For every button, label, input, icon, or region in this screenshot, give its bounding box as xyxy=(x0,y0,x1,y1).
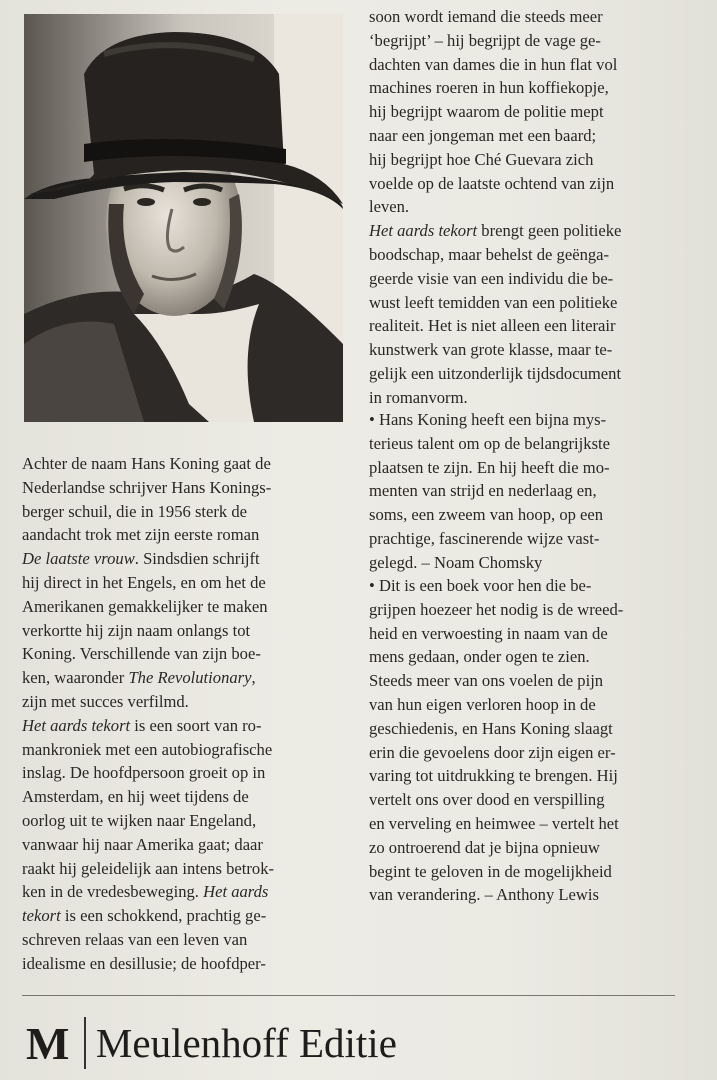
text-line: kunstwerk van grote klasse, maar te- xyxy=(369,340,613,360)
text-line: Achter de naam Hans Koning gaat de xyxy=(22,454,271,473)
text-line: geschiedenis, en Hans Koning slaagt xyxy=(369,718,613,738)
text-line: hij direct in het Engels, en om het de xyxy=(22,572,266,592)
text-line: gelegd. – Noam Chomsky xyxy=(369,552,543,572)
text-line: prachtige, fascinerende wijze vast- xyxy=(369,528,600,548)
text-line xyxy=(22,714,274,738)
text-line xyxy=(369,219,621,243)
text-line: gelijk een uitzonderlijk tijdsdocument xyxy=(369,363,622,383)
text-span: ken, waaronder xyxy=(22,668,129,688)
text-line: zo ontroerend dat je bijna opnieuw xyxy=(369,837,600,857)
quote-chomsky xyxy=(369,408,610,575)
text-line: oorlog uit te wijken naar Engeland, xyxy=(22,810,257,830)
text-line: berger schuil, die in 1956 sterk de xyxy=(22,501,248,521)
text-line: hij begrijpt hoe Ché Guevara zich xyxy=(369,149,594,169)
book-title-italic: tekort xyxy=(22,906,61,926)
text-line: mens gedaan, onder ogen te zien. xyxy=(369,647,590,667)
text-span: brengt geen politieke xyxy=(477,221,622,241)
book-title-italic: De laatste vrouw xyxy=(22,549,135,569)
text-line: in romanvorm. xyxy=(369,387,468,407)
text-line: Nederlandse schrijver Hans Konings- xyxy=(22,477,272,497)
text-line: zijn met succes verfilmd. xyxy=(22,691,189,711)
text-line: verkortte hij zijn naam onlangs tot xyxy=(22,620,251,640)
text-line: realiteit. Het is niet alleen een literair xyxy=(369,316,616,336)
text-line: en verveling en heimwee – vertelt het xyxy=(369,813,619,833)
text-line xyxy=(22,880,274,904)
book-title-italic: Het aards tekort xyxy=(22,715,131,735)
text-line: inslag. De hoofdpersoon groeit op in xyxy=(22,763,266,783)
text-line: ‘begrijpt’ – hij begrijpt de vage ge- xyxy=(369,30,601,50)
book-title-italic: Het aards xyxy=(203,882,269,902)
text-span: . Sindsdien schrijft xyxy=(134,549,260,569)
text-line xyxy=(22,547,274,571)
text-line: • Dit is een boek voor hen die be- xyxy=(369,576,592,595)
text-line xyxy=(22,666,274,690)
publisher-name: Meulenhoff Editie xyxy=(95,1020,397,1066)
text-line: • Hans Koning heeft een bijna mys- xyxy=(369,410,607,429)
text-line: grijpen hoezeer het nodig is de wreed- xyxy=(369,599,624,619)
text-line: vertelt ons over dood en verspilling xyxy=(369,790,605,810)
book-title-italic: The Revolutionary xyxy=(128,668,252,688)
publisher-logo-letter: M xyxy=(26,1017,71,1069)
quote-lewis xyxy=(369,574,623,907)
text-line: Koning. Verschillende van zijn boe- xyxy=(22,644,261,664)
text-line: dachten van dames die in hun flat vol xyxy=(369,54,618,74)
text-line: leven. xyxy=(369,197,410,217)
logo-divider xyxy=(84,1017,86,1069)
text-line: aandacht trok met zijn eerste roman xyxy=(22,525,260,545)
right-column-description xyxy=(369,5,621,410)
text-line: idealisme en desillusie; de hoofdper- xyxy=(22,953,266,973)
author-portrait-photo xyxy=(24,14,343,422)
text-line: soms, een zweem van hoop, op een xyxy=(369,505,604,525)
text-line: erin die gevoelens door zijn eigen er- xyxy=(369,742,616,762)
text-line xyxy=(22,904,274,928)
text-line: van verandering. – Anthony Lewis xyxy=(369,885,599,905)
text-line: Amerikanen gemakkelijker te maken xyxy=(22,596,268,616)
text-line: naar een jongeman met een baard; xyxy=(369,125,597,145)
text-span: is een schokkend, prachtig ge- xyxy=(60,906,267,926)
text-span: is een soort van ro- xyxy=(130,715,262,735)
text-line: heid en verwoesting in naam van de xyxy=(369,623,608,643)
text-line: hij begrijpt waarom de politie mept xyxy=(369,102,604,122)
text-line: menten van strijd en nederlaag en, xyxy=(369,481,597,501)
text-line: terieus talent om op de belangrijkste xyxy=(369,433,610,453)
text-line: mankroniek met een autobiografische xyxy=(22,739,273,759)
text-line: varing tot uitdrukking te brengen. Hij xyxy=(369,766,618,786)
text-line: plaatsen te zijn. En hij heeft die mo- xyxy=(369,457,610,477)
text-line: van hun eigen verloren hoop in de xyxy=(369,694,596,714)
text-line: schreven relaas van een leven van xyxy=(22,929,248,949)
book-title-italic: Het aards tekort xyxy=(369,221,478,241)
text-line: Amsterdam, en hij weet tijdens de xyxy=(22,787,249,807)
divider-line xyxy=(22,995,675,996)
text-line: vanwaar hij naar Amerika gaat; daar xyxy=(22,834,263,854)
text-span: ken in de vredesbeweging. xyxy=(22,882,204,902)
text-span: , xyxy=(251,668,256,688)
text-line: machines roeren in hun koffiekopje, xyxy=(369,78,609,98)
text-line: begint te geloven in de mogelijkheid xyxy=(369,861,612,881)
text-line: geerde visie van een individu die be- xyxy=(369,268,614,288)
text-line: voelde op de laatste ochtend van zijn xyxy=(369,173,615,193)
publisher-brand xyxy=(26,1014,397,1072)
text-line: soon wordt iemand die steeds meer xyxy=(369,7,603,26)
text-line: boodschap, maar behelst de geënga- xyxy=(369,244,610,264)
text-line: raakt hij geleidelijk aan intens betrok- xyxy=(22,858,275,878)
text-line: Steeds meer van ons voelen de pijn xyxy=(369,671,604,691)
portrait-illustration xyxy=(24,14,343,422)
text-line: wust leeft temidden van een politieke xyxy=(369,292,618,312)
left-column-text xyxy=(22,452,274,976)
